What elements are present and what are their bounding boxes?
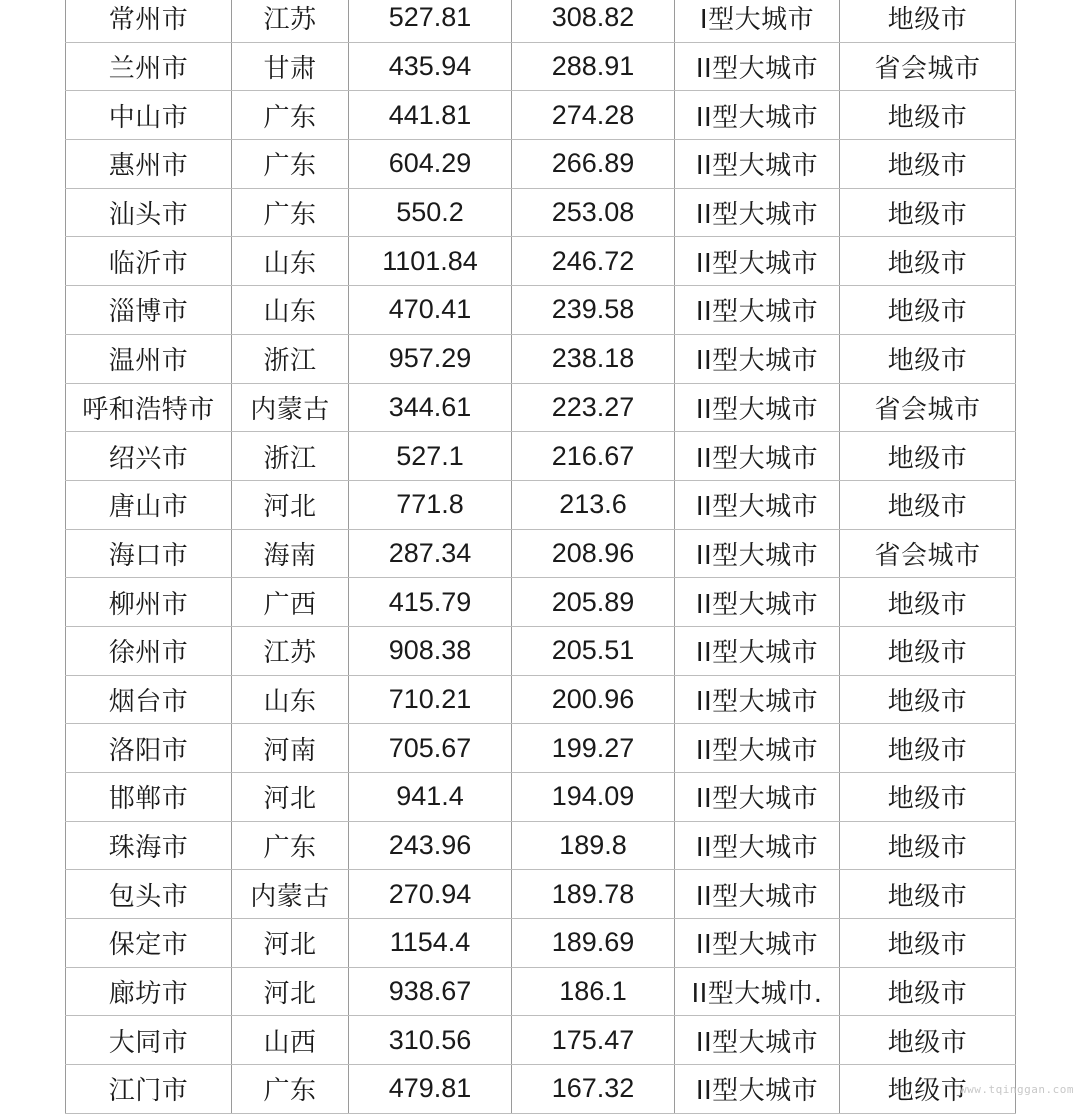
value-a-cell: 435.94 [349, 42, 512, 91]
city-population-table [65, 0, 1016, 1114]
table-row [66, 1065, 1016, 1114]
value-b-cell: 274.28 [512, 91, 675, 140]
province-cell: 广西 [232, 578, 349, 627]
table-row [66, 578, 1016, 627]
city-name-cell: 呼和浩特市 [66, 383, 232, 432]
table-row [66, 286, 1016, 335]
value-b-cell: 200.96 [512, 675, 675, 724]
table-row [66, 237, 1016, 286]
city-scale-cell: II型大城市 [675, 432, 840, 481]
city-name-cell: 珠海市 [66, 821, 232, 870]
city-scale-cell: II型大城市 [675, 724, 840, 773]
value-a-cell: 287.34 [349, 529, 512, 578]
value-b-cell: 189.78 [512, 870, 675, 919]
city-scale-cell: II型大城市 [675, 188, 840, 237]
city-scale-cell: II型大城市 [675, 383, 840, 432]
value-a-cell: 957.29 [349, 334, 512, 383]
value-b-cell: 194.09 [512, 773, 675, 822]
table-row [66, 42, 1016, 91]
watermark-text: www.tqinggan.com [960, 1083, 1074, 1096]
city-name-cell: 温州市 [66, 334, 232, 383]
city-scale-cell: II型大城市 [675, 140, 840, 189]
admin-level-cell: 地级市 [840, 1065, 1016, 1114]
admin-level-cell: 地级市 [840, 1016, 1016, 1065]
table-row [66, 724, 1016, 773]
admin-level-cell: 地级市 [840, 675, 1016, 724]
city-name-cell: 洛阳市 [66, 724, 232, 773]
value-a-cell: 415.79 [349, 578, 512, 627]
city-name-cell: 柳州市 [66, 578, 232, 627]
table-row [66, 480, 1016, 529]
admin-level-cell: 地级市 [840, 286, 1016, 335]
value-b-cell: 175.47 [512, 1016, 675, 1065]
table-row [66, 821, 1016, 870]
city-scale-cell: II型大城市 [675, 821, 840, 870]
admin-level-cell: 地级市 [840, 188, 1016, 237]
value-b-cell: 216.67 [512, 432, 675, 481]
value-b-cell: 205.51 [512, 626, 675, 675]
province-cell: 内蒙古 [232, 870, 349, 919]
city-scale-cell: II型大城市 [675, 870, 840, 919]
value-b-cell: 223.27 [512, 383, 675, 432]
value-a-cell: 310.56 [349, 1016, 512, 1065]
value-a-cell: 470.41 [349, 286, 512, 335]
city-name-cell: 烟台市 [66, 675, 232, 724]
province-cell: 山东 [232, 286, 349, 335]
admin-level-cell: 地级市 [840, 724, 1016, 773]
province-cell: 广东 [232, 91, 349, 140]
province-cell: 山东 [232, 237, 349, 286]
city-scale-cell: II型大城市 [675, 529, 840, 578]
table-row [66, 0, 1016, 42]
value-a-cell: 1101.84 [349, 237, 512, 286]
city-name-cell: 兰州市 [66, 42, 232, 91]
province-cell: 河北 [232, 480, 349, 529]
city-name-cell: 唐山市 [66, 480, 232, 529]
city-scale-cell: II型大城市 [675, 1016, 840, 1065]
admin-level-cell: 地级市 [840, 967, 1016, 1016]
province-cell: 江苏 [232, 0, 349, 42]
city-scale-cell: II型大城市 [675, 286, 840, 335]
admin-level-cell: 地级市 [840, 237, 1016, 286]
province-cell: 浙江 [232, 432, 349, 481]
value-a-cell: 908.38 [349, 626, 512, 675]
value-b-cell: 266.89 [512, 140, 675, 189]
value-a-cell: 344.61 [349, 383, 512, 432]
table-row [66, 529, 1016, 578]
city-name-cell: 惠州市 [66, 140, 232, 189]
city-name-cell: 临沂市 [66, 237, 232, 286]
province-cell: 内蒙古 [232, 383, 349, 432]
value-b-cell: 288.91 [512, 42, 675, 91]
province-cell: 广东 [232, 140, 349, 189]
value-a-cell: 550.2 [349, 188, 512, 237]
city-scale-cell: I型大城市 [675, 0, 840, 42]
city-name-cell: 汕头市 [66, 188, 232, 237]
province-cell: 江苏 [232, 626, 349, 675]
city-name-cell: 廊坊市 [66, 967, 232, 1016]
city-scale-cell: II型大城市 [675, 42, 840, 91]
table-row [66, 773, 1016, 822]
admin-level-cell: 地级市 [840, 0, 1016, 42]
admin-level-cell: 地级市 [840, 480, 1016, 529]
value-b-cell: 208.96 [512, 529, 675, 578]
value-a-cell: 243.96 [349, 821, 512, 870]
table-row [66, 870, 1016, 919]
table-row [66, 626, 1016, 675]
city-name-cell: 江门市 [66, 1065, 232, 1114]
admin-level-cell: 地级市 [840, 334, 1016, 383]
city-scale-cell: II型大城市 [675, 675, 840, 724]
value-b-cell: 205.89 [512, 578, 675, 627]
city-name-cell: 淄博市 [66, 286, 232, 335]
value-b-cell: 213.6 [512, 480, 675, 529]
city-scale-cell: II型大城市 [675, 626, 840, 675]
admin-level-cell: 省会城市 [840, 42, 1016, 91]
city-name-cell: 绍兴市 [66, 432, 232, 481]
province-cell: 河北 [232, 773, 349, 822]
admin-level-cell: 地级市 [840, 578, 1016, 627]
city-scale-cell: II型大城市 [675, 578, 840, 627]
city-scale-cell: II型大城市 [675, 334, 840, 383]
city-scale-cell: II型大城市 [675, 919, 840, 968]
value-b-cell: 186.1 [512, 967, 675, 1016]
table-row [66, 432, 1016, 481]
table-row [66, 140, 1016, 189]
city-name-cell: 海口市 [66, 529, 232, 578]
value-a-cell: 941.4 [349, 773, 512, 822]
city-scale-cell: II型大城市 [675, 773, 840, 822]
table-row [66, 91, 1016, 140]
province-cell: 河南 [232, 724, 349, 773]
value-b-cell: 189.8 [512, 821, 675, 870]
value-a-cell: 705.67 [349, 724, 512, 773]
value-a-cell: 479.81 [349, 1065, 512, 1114]
value-b-cell: 246.72 [512, 237, 675, 286]
table-row [66, 675, 1016, 724]
city-name-cell: 包头市 [66, 870, 232, 919]
province-cell: 甘肃 [232, 42, 349, 91]
value-a-cell: 270.94 [349, 870, 512, 919]
admin-level-cell: 地级市 [840, 870, 1016, 919]
value-a-cell: 1154.4 [349, 919, 512, 968]
city-scale-cell: II型大城市 [675, 237, 840, 286]
table-row [66, 334, 1016, 383]
value-b-cell: 253.08 [512, 188, 675, 237]
value-b-cell: 308.82 [512, 0, 675, 42]
value-b-cell: 238.18 [512, 334, 675, 383]
value-b-cell: 167.32 [512, 1065, 675, 1114]
province-cell: 山西 [232, 1016, 349, 1065]
table-row [66, 1016, 1016, 1065]
value-a-cell: 441.81 [349, 91, 512, 140]
city-scale-cell: II型大城市 [675, 91, 840, 140]
province-cell: 浙江 [232, 334, 349, 383]
city-scale-cell: II型大城市 [675, 480, 840, 529]
table-body [66, 0, 1016, 1113]
admin-level-cell: 地级市 [840, 432, 1016, 481]
city-name-cell: 大同市 [66, 1016, 232, 1065]
province-cell: 广东 [232, 1065, 349, 1114]
value-b-cell: 189.69 [512, 919, 675, 968]
admin-level-cell: 地级市 [840, 140, 1016, 189]
province-cell: 广东 [232, 821, 349, 870]
city-scale-cell: II型大城巾. [675, 967, 840, 1016]
city-name-cell: 常州市 [66, 0, 232, 42]
value-b-cell: 239.58 [512, 286, 675, 335]
table-row [66, 188, 1016, 237]
value-a-cell: 527.81 [349, 0, 512, 42]
admin-level-cell: 地级市 [840, 919, 1016, 968]
value-a-cell: 604.29 [349, 140, 512, 189]
value-a-cell: 771.8 [349, 480, 512, 529]
province-cell: 山东 [232, 675, 349, 724]
province-cell: 海南 [232, 529, 349, 578]
admin-level-cell: 地级市 [840, 821, 1016, 870]
city-name-cell: 徐州市 [66, 626, 232, 675]
city-name-cell: 中山市 [66, 91, 232, 140]
province-cell: 广东 [232, 188, 349, 237]
value-a-cell: 527.1 [349, 432, 512, 481]
city-scale-cell: II型大城市 [675, 1065, 840, 1114]
admin-level-cell: 地级市 [840, 773, 1016, 822]
province-cell: 河北 [232, 919, 349, 968]
admin-level-cell: 省会城市 [840, 529, 1016, 578]
province-cell: 河北 [232, 967, 349, 1016]
value-b-cell: 199.27 [512, 724, 675, 773]
admin-level-cell: 省会城市 [840, 383, 1016, 432]
table-row [66, 967, 1016, 1016]
city-name-cell: 保定市 [66, 919, 232, 968]
admin-level-cell: 地级市 [840, 91, 1016, 140]
city-table-container [65, 0, 1015, 1114]
admin-level-cell: 地级市 [840, 626, 1016, 675]
city-name-cell: 邯郸市 [66, 773, 232, 822]
value-a-cell: 710.21 [349, 675, 512, 724]
value-a-cell: 938.67 [349, 967, 512, 1016]
table-row [66, 383, 1016, 432]
table-row [66, 919, 1016, 968]
